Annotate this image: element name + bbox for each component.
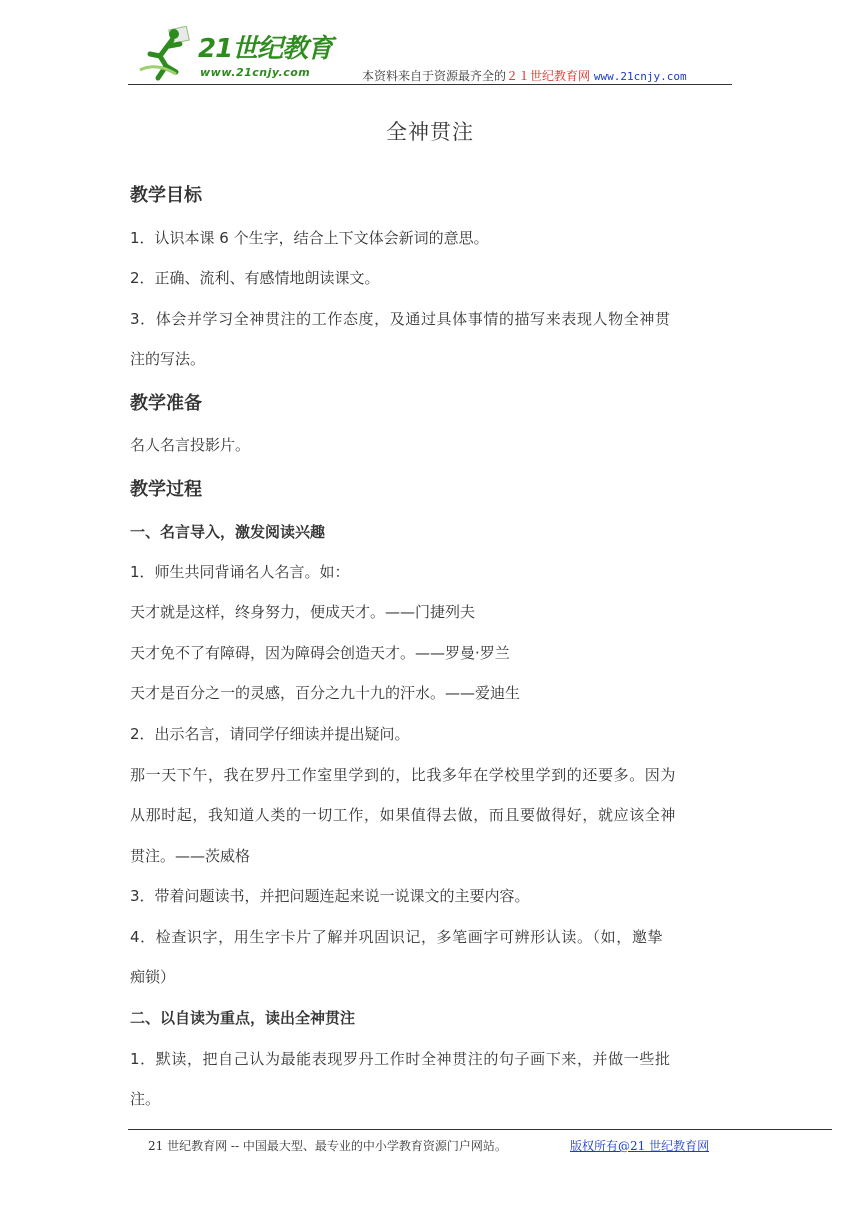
process-line: 2．出示名言，请同学仔细读并提出疑问。 xyxy=(130,725,410,743)
logo-url: www.21cnjy.com xyxy=(200,66,311,79)
process-line: 4．检查识字，用生字卡片了解并巩固识记，多笔画字可辨形认读。（如，邀挚 xyxy=(130,928,664,946)
goal-item: 2．正确、流利、有感情地朗读课文。 xyxy=(130,269,380,287)
site-logo xyxy=(136,26,336,86)
goal-item: 3．体会并学习全神贯注的工作态度，及通过具体事情的描写来表现人物全神贯 xyxy=(130,310,671,328)
subheading-part2: 二、以自读为重点，读出全神贯注 xyxy=(130,1009,356,1027)
process-line: 3．带着问题读书，并把问题连起来说一说课文的主要内容。 xyxy=(130,887,530,905)
section-heading-process: 教学过程 xyxy=(130,479,202,500)
copyright-link[interactable]: 版权所有@21 世纪教育网 xyxy=(570,1139,710,1153)
page-header xyxy=(128,18,732,86)
process-line: 1．默读，把自己认为最能表现罗丹工作时全神贯注的句子画下来，并做一些批 xyxy=(130,1050,671,1068)
quote-line: 天才就是这样，终身努力，便成天才。——门捷列夫 xyxy=(130,603,476,621)
logo-text: 21世纪教育 xyxy=(198,34,333,64)
quote-line: 天才免不了有障碍，因为障碍会创造天才。——罗曼·罗兰 xyxy=(130,644,510,662)
header-note-brand: ２１世纪教育网 xyxy=(506,69,591,83)
quote-line: 贯注。——茨威格 xyxy=(130,847,251,865)
goal-item-continued: 注的写法。 xyxy=(130,350,206,368)
quote-line: 那一天下午，我在罗丹工作室里学到的，比我多年在学校里学到的还要多。因为 xyxy=(130,766,677,784)
quote-line: 天才是百分之一的灵感，百分之九十九的汗水。——爱迪生 xyxy=(130,684,521,702)
process-line: 1．师生共同背诵名人名言。如： xyxy=(130,563,350,581)
section-heading-goals: 教学目标 xyxy=(130,185,202,206)
header-note xyxy=(362,67,687,84)
process-line: 痴锁） xyxy=(130,968,176,986)
header-note-url[interactable]: www.21cnjy.com xyxy=(593,70,687,83)
section-heading-prep: 教学准备 xyxy=(130,393,202,414)
goal-item: 1．认识本课 6 个生字，结合上下文体会新词的意思。 xyxy=(130,229,489,247)
quote-line: 从那时起，我知道人类的一切工作，如果值得去做，而且要做得好，就应该全神 xyxy=(130,806,677,824)
footer-text: 21 世纪教育网 -- 中国最大型、最专业的中小学教育资源门户网站。 xyxy=(148,1139,507,1153)
document-title: 全神贯注 xyxy=(386,120,474,144)
footer-divider xyxy=(128,1129,832,1130)
process-line: 注。 xyxy=(130,1090,161,1108)
subheading-part1: 一、名言导入，激发阅读兴趣 xyxy=(130,523,326,541)
prep-text: 名人名言投影片。 xyxy=(130,436,251,454)
header-divider xyxy=(128,84,732,85)
header-note-prefix: 本资料来自于资源最齐全的 xyxy=(362,69,507,83)
runner-logo-icon xyxy=(136,26,196,84)
